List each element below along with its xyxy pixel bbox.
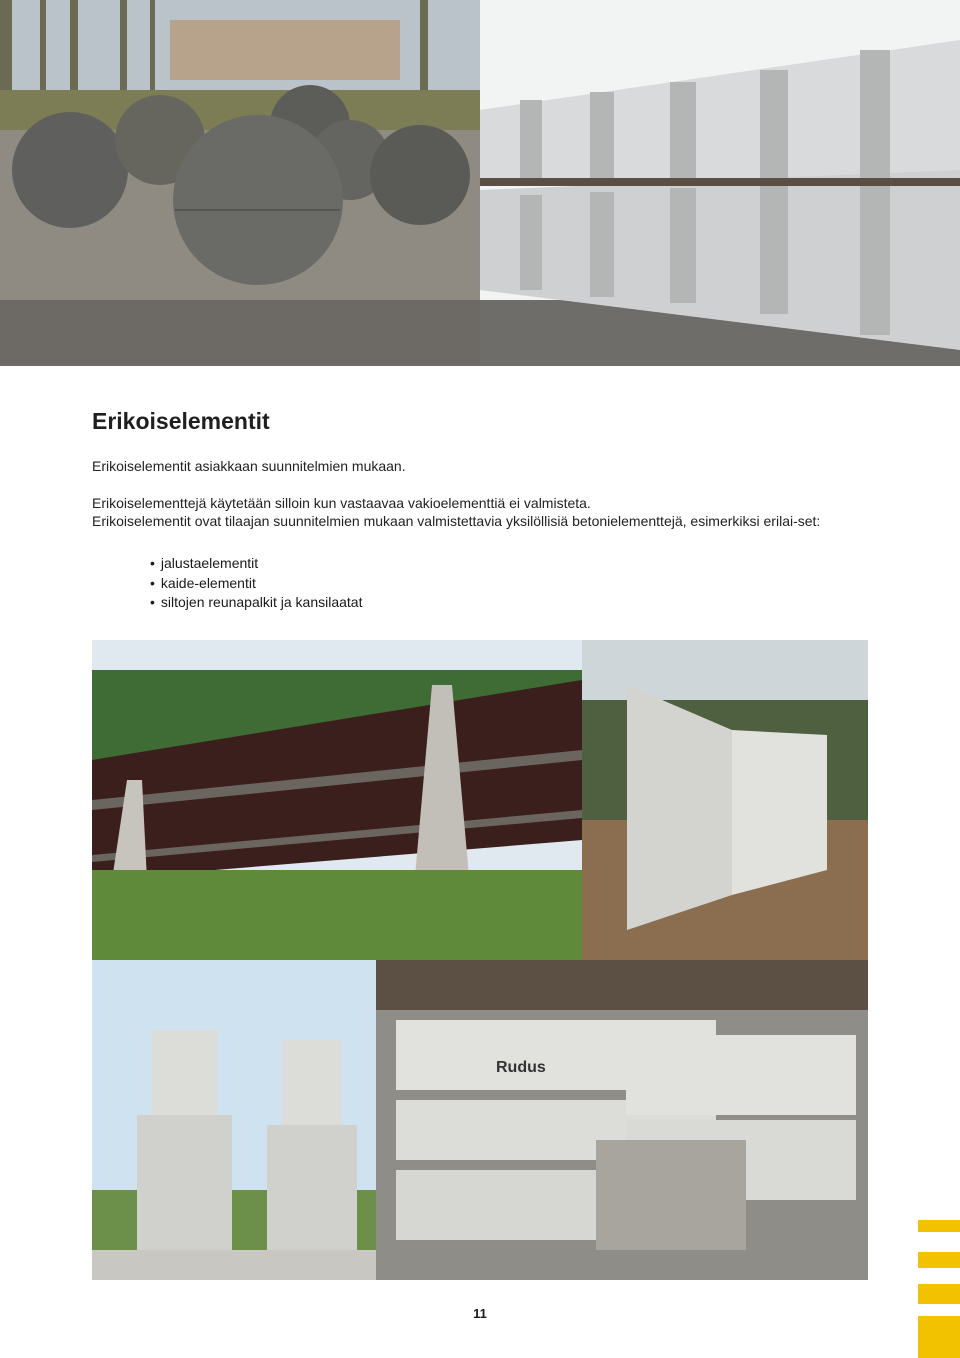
paragraph-text: Erikoiselementit ovat tilaajan suunnitelmien mukaan valmistettavia yksilöllisiä betonielementtejä, esimerkiksi erilai-set: [92, 513, 821, 529]
pedestal-elements-photo [92, 960, 376, 1280]
retaining-wall-photo [582, 640, 868, 960]
intro-text: Erikoiselementit asiakkaan suunnitelmien mukaan. [92, 458, 406, 474]
accent-stripe [918, 1284, 960, 1304]
list-item: • kaide-elementit [150, 574, 362, 594]
accent-stripe [918, 1220, 960, 1232]
concrete-wall-elements-photo [480, 0, 960, 366]
concrete-spheres-photo [0, 0, 480, 366]
noise-barrier-photo [92, 640, 582, 960]
paragraph-text: Erikoiselementtejä käytetään silloin kun vastaavaa vakioelementtiä ei valmisteta. [92, 495, 591, 511]
element-type-list [150, 554, 362, 613]
accent-stripe [918, 1316, 960, 1358]
accent-stripe [918, 1252, 960, 1268]
edge-beams-photo [376, 960, 868, 1280]
page-title: Erikoiselementit [92, 408, 270, 434]
list-item: • siltojen reunapalkit ja kansilaatat [150, 593, 362, 613]
page-number: 11 [473, 1306, 487, 1321]
rudus-label: Rudus [496, 1059, 546, 1076]
list-item: • jalustaelementit [150, 554, 362, 574]
